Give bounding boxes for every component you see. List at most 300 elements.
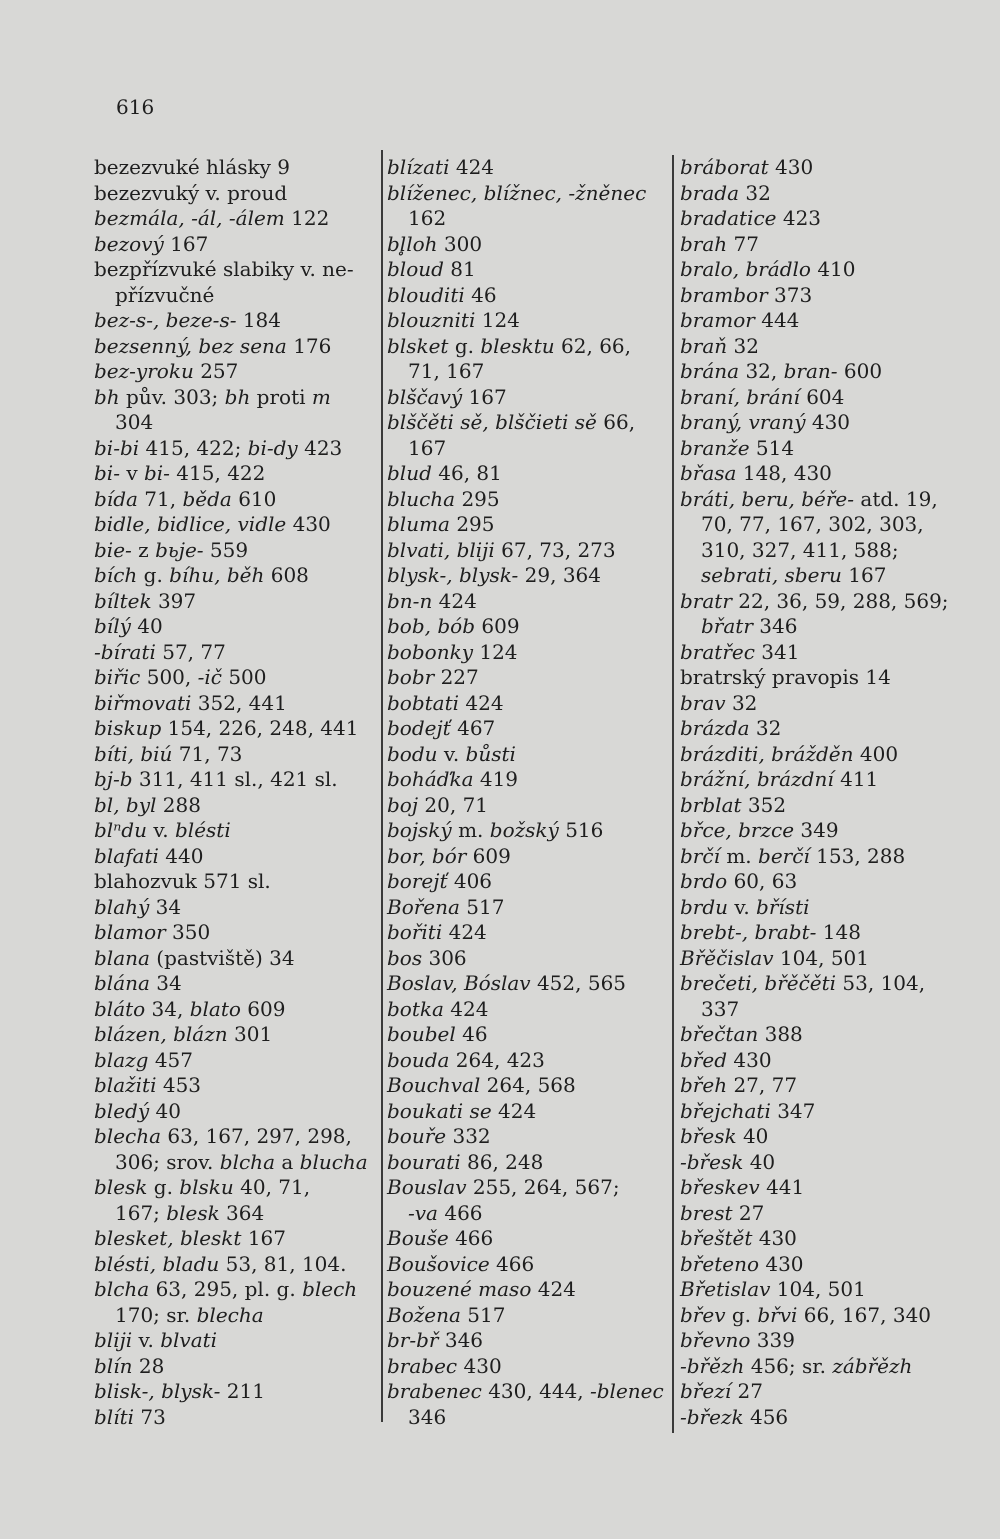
index-entry	[387, 1328, 669, 1354]
entry-text: 167	[408, 435, 447, 460]
entry-text: 516	[558, 818, 604, 842]
index-entry-line	[680, 716, 992, 742]
entry-text: 71, 73	[172, 741, 243, 766]
index-entry	[680, 487, 992, 589]
headword: božský	[489, 818, 559, 842]
index-entry	[387, 614, 669, 640]
index-entry	[387, 589, 669, 615]
index-entry-line	[680, 308, 992, 334]
headword: bi-bi	[94, 435, 140, 460]
entry-text: 430	[759, 1251, 804, 1276]
entry-text: 77	[727, 231, 759, 256]
index-entry-line	[94, 971, 379, 997]
headword: bran-	[783, 359, 838, 383]
page-number: 616	[116, 95, 155, 119]
headword: branže	[680, 435, 750, 460]
index-entry-line	[387, 1277, 669, 1303]
entry-text: 346	[408, 1404, 447, 1429]
index-entry-line	[94, 920, 379, 946]
index-entry	[94, 767, 379, 793]
headword: Boslav, Bóslav	[387, 971, 531, 995]
headword: bi-dy	[247, 435, 298, 460]
index-entry	[680, 895, 992, 921]
index-entry-line	[94, 691, 379, 717]
index-entry	[387, 1354, 669, 1380]
index-entry-line	[387, 716, 669, 742]
index-entry-line	[387, 257, 669, 283]
index-entry	[680, 640, 992, 666]
index-entry-line	[387, 767, 669, 793]
index-entry	[94, 1175, 379, 1226]
headword: Bouchval	[387, 1073, 481, 1097]
headword: blouzniti	[387, 308, 476, 332]
index-entry	[387, 665, 669, 691]
headword: bráti, beru, béře-	[680, 486, 855, 511]
headword: bez-yroku	[94, 359, 194, 383]
entry-text: 411	[833, 767, 879, 791]
headword: bíhu, běh	[169, 563, 265, 587]
headword: br-bř	[387, 1328, 439, 1352]
index-column-3	[680, 155, 992, 1430]
index-entry	[387, 997, 669, 1023]
index-entry	[680, 181, 992, 207]
index-entry-line	[680, 232, 992, 258]
index-entry	[680, 1252, 992, 1278]
headword: blána	[94, 971, 150, 995]
headword: bojský	[387, 818, 452, 842]
entry-text: 424	[491, 1098, 537, 1123]
entry-text: 456	[743, 1404, 789, 1429]
index-entry-continuation	[94, 1303, 379, 1329]
entry-text: 255, 264, 567;	[466, 1175, 620, 1199]
index-entry-line	[94, 895, 379, 921]
entry-text: 40	[743, 1149, 776, 1174]
entry-text: 184	[236, 308, 281, 332]
index-entry-line	[387, 895, 669, 921]
headword: bralo, brádlo	[680, 257, 811, 281]
headword: bl̥loh	[387, 231, 438, 256]
entry-text: 20, 71	[418, 792, 489, 817]
index-entry-line	[680, 665, 992, 691]
index-entry-line	[387, 1175, 669, 1201]
entry-text: 32	[725, 690, 758, 715]
entry-text: 457	[148, 1047, 193, 1072]
entry-text: 63, 167, 297, 298,	[161, 1124, 352, 1148]
index-entry-line	[680, 1022, 992, 1048]
headword: brázditi, brážděn	[680, 741, 854, 766]
index-entry-line	[387, 1099, 669, 1125]
entry-text: 346	[438, 1328, 484, 1352]
index-entry-line	[680, 155, 992, 181]
headword: bouda	[387, 1047, 450, 1072]
entry-text: 610	[231, 486, 277, 511]
entry-text: 337	[701, 996, 740, 1021]
entry-text: atd. 19,	[854, 486, 938, 511]
headword: Božena	[387, 1302, 461, 1327]
entry-text: 28	[132, 1353, 165, 1378]
index-entry	[387, 1124, 669, 1150]
index-entry	[94, 1073, 379, 1099]
headword: -břězh	[680, 1353, 745, 1378]
index-entry-line	[387, 1048, 669, 1074]
index-entry	[387, 461, 669, 487]
entry-text: 176	[286, 333, 332, 358]
index-entry-line	[680, 1328, 992, 1354]
index-entry-line	[680, 1099, 992, 1125]
headword: braný, vraný	[680, 410, 806, 434]
index-entry-line	[387, 308, 669, 334]
index-entry-line	[387, 334, 669, 360]
index-entry-line	[680, 1201, 992, 1227]
index-entry	[94, 614, 379, 640]
headword: -březk	[680, 1404, 744, 1429]
index-entry	[94, 1405, 379, 1431]
index-entry	[387, 742, 669, 768]
entry-text: 500,	[140, 665, 198, 689]
headword: blesk	[94, 1175, 148, 1199]
entry-text: v.	[147, 818, 175, 842]
index-entry-line	[387, 614, 669, 640]
index-entry	[94, 563, 379, 589]
headword: sebrati, sberu	[701, 563, 842, 587]
headword: boubel	[387, 1022, 456, 1046]
index-entry	[680, 1379, 992, 1405]
entry-text: 424	[442, 920, 487, 944]
entry-text: 34	[149, 894, 182, 919]
entry-text: 40	[130, 614, 163, 638]
index-entry	[94, 1328, 379, 1354]
index-entry	[94, 1099, 379, 1125]
index-entry	[680, 844, 992, 870]
index-entry-line	[387, 1124, 669, 1150]
entry-text: 46	[464, 282, 497, 307]
index-entry	[387, 818, 669, 844]
entry-text: 500	[221, 665, 267, 689]
index-entry-line	[94, 818, 379, 844]
index-entry-line	[680, 359, 992, 385]
entry-text: 60, 63	[727, 869, 798, 893]
entry-text: 466	[489, 1251, 535, 1276]
entry-text: 440	[158, 843, 204, 868]
index-entry	[387, 1099, 669, 1125]
headword: blucha	[299, 1149, 368, 1174]
entry-text: 608	[264, 563, 309, 587]
headword: bích	[94, 563, 138, 587]
column-rule	[672, 155, 674, 1433]
index-entry	[94, 640, 379, 666]
headword: biřic	[94, 665, 141, 689]
headword: -bírati	[94, 639, 156, 664]
index-entry-line	[387, 1073, 669, 1099]
index-entry-line	[680, 589, 992, 615]
index-entry-line	[387, 1354, 669, 1380]
entry-text: 104, 501	[770, 1277, 866, 1301]
headword: břesk	[680, 1124, 737, 1148]
entry-text: blahozvuk 571 sl.	[94, 869, 271, 893]
entry-text: 295	[449, 512, 495, 536]
entry-text: 86, 248	[460, 1149, 544, 1174]
entry-text: 40	[149, 1098, 181, 1123]
headword: blázen, blázn	[94, 1022, 228, 1046]
index-entry-line	[94, 767, 379, 793]
entry-text: 514	[749, 435, 795, 460]
entry-text: přízvučné	[115, 282, 215, 307]
headword: blisk-, blysk-	[94, 1379, 221, 1403]
entry-text: m.	[451, 818, 490, 842]
index-entry	[387, 1226, 669, 1252]
entry-text: 32,	[739, 359, 784, 383]
entry-text: 40	[736, 1124, 769, 1148]
entry-text: 167	[462, 384, 507, 409]
entry-text: 124	[473, 639, 518, 664]
headword: bláto	[94, 996, 146, 1021]
entry-text: 466	[448, 1226, 494, 1250]
index-entry-line	[94, 1277, 379, 1303]
index-entry	[94, 206, 379, 232]
entry-text: 27	[732, 1200, 765, 1225]
entry-text: 29, 364	[518, 563, 601, 587]
entry-text: 341	[754, 639, 800, 664]
index-entry-line	[387, 385, 669, 411]
index-entry	[387, 512, 669, 538]
headword: břeštět	[680, 1226, 753, 1250]
headword: boháďka	[387, 767, 474, 791]
headword: bliji	[94, 1328, 133, 1352]
headword: břed	[680, 1047, 728, 1072]
index-entry	[94, 742, 379, 768]
index-entry-line	[94, 1328, 379, 1354]
index-entry-line	[94, 793, 379, 819]
headword: blíti	[94, 1404, 135, 1429]
entry-text: a	[275, 1149, 300, 1174]
index-entry	[680, 1150, 992, 1176]
entry-text: 300	[437, 231, 483, 256]
index-entry	[680, 1073, 992, 1099]
entry-text: 27	[731, 1379, 763, 1403]
headword: bobtati	[387, 690, 460, 715]
index-entry	[680, 589, 992, 640]
entry-text: 609	[466, 843, 511, 868]
index-entry	[387, 716, 669, 742]
headword: břeskev	[680, 1175, 760, 1199]
headword: Břěčislav	[680, 945, 774, 970]
index-entry-line	[94, 997, 379, 1023]
index-entry-continuation	[387, 206, 669, 232]
index-entry-line	[94, 385, 379, 411]
headword: bor, bór	[387, 843, 467, 868]
index-entry	[680, 334, 992, 360]
index-entry-line	[94, 1022, 379, 1048]
entry-text: 517	[460, 1302, 506, 1327]
index-entry	[387, 1277, 669, 1303]
entry-text: 604	[799, 384, 845, 409]
index-entry	[387, 1252, 669, 1278]
entry-text: 430	[286, 512, 331, 536]
headword: brabenec	[387, 1379, 482, 1403]
entry-text: 167	[241, 1226, 286, 1250]
headword: bloud	[387, 257, 444, 281]
index-entry-line	[387, 1252, 669, 1278]
headword: botka	[387, 996, 444, 1021]
headword: boj	[387, 792, 419, 817]
headword: blvati, bliji	[387, 537, 495, 562]
headword: břísti	[756, 894, 810, 919]
index-entry-line	[680, 946, 992, 972]
index-entry	[94, 1379, 379, 1405]
entry-text: 62, 66,	[554, 333, 632, 358]
entry-text: 423	[297, 435, 343, 460]
index-column-2	[387, 155, 669, 1430]
index-entry-continuation	[387, 436, 669, 462]
headword: břce, brzce	[680, 818, 795, 842]
index-entry	[387, 793, 669, 819]
index-entry-line	[94, 1073, 379, 1099]
entry-text: 73	[134, 1404, 166, 1429]
index-entry-line	[387, 640, 669, 666]
index-entry-line	[387, 1150, 669, 1176]
index-entry-line	[387, 920, 669, 946]
entry-text: 310, 327, 411, 588;	[701, 537, 899, 562]
entry-text: 430	[752, 1226, 797, 1250]
entry-text: 70, 77, 167, 302, 303,	[701, 512, 924, 536]
index-entry	[387, 563, 669, 589]
index-entry	[94, 308, 379, 334]
headword: blcha	[219, 1149, 275, 1174]
index-entry	[94, 538, 379, 564]
headword: brečeti, břěčěti	[680, 971, 837, 995]
index-entry-line	[387, 997, 669, 1023]
headword: břasa	[680, 461, 737, 485]
index-entry-line	[387, 818, 669, 844]
entry-text: 423	[776, 206, 822, 230]
entry-text: 424	[449, 155, 495, 179]
headword: bořiti	[387, 920, 443, 944]
headword: bledý	[94, 1098, 150, 1123]
entry-text: 517	[459, 894, 505, 919]
entry-text: v.	[728, 894, 757, 919]
headword: břatr	[701, 614, 753, 638]
index-entry-line	[680, 283, 992, 309]
entry-text: 170; sr.	[115, 1302, 197, 1327]
headword: boukati se	[387, 1098, 492, 1123]
index-entry	[94, 971, 379, 997]
index-entry	[387, 410, 669, 461]
headword: bj-b	[94, 767, 133, 791]
index-entry	[94, 487, 379, 513]
index-entry-line	[680, 742, 992, 768]
entry-text: 227	[434, 665, 479, 689]
index-entry-line	[94, 716, 379, 742]
index-entry-line	[680, 818, 992, 844]
index-entry-line	[94, 1226, 379, 1252]
entry-text: 339	[750, 1328, 795, 1352]
headword: blud	[387, 461, 432, 485]
index-entry	[387, 283, 669, 309]
index-entry-line	[94, 257, 379, 283]
entry-text: 46, 81	[431, 461, 502, 485]
index-entry	[94, 1048, 379, 1074]
index-entry	[94, 844, 379, 870]
entry-text: v	[119, 461, 144, 485]
index-entry	[94, 1277, 379, 1328]
index-entry	[387, 691, 669, 717]
headword: bourati	[387, 1149, 461, 1174]
index-entry	[680, 1226, 992, 1252]
index-entry	[680, 665, 992, 691]
index-entry	[387, 257, 669, 283]
index-entry-line	[387, 410, 669, 436]
entry-text: g.	[448, 333, 481, 358]
index-entry	[680, 1405, 992, 1431]
entry-text: 304	[115, 410, 154, 434]
headword: blízati	[387, 155, 450, 179]
entry-text: 32	[727, 333, 759, 358]
index-entry-line	[387, 946, 669, 972]
entry-text: 22, 36, 59, 288, 569;	[731, 588, 949, 613]
index-entry	[387, 1150, 669, 1176]
index-entry	[94, 334, 379, 360]
index-entry	[680, 793, 992, 819]
index-entry-line	[94, 334, 379, 360]
index-entry	[387, 946, 669, 972]
headword: Bouslav	[387, 1175, 467, 1199]
headword: brblat	[680, 792, 742, 817]
index-entry-line	[94, 640, 379, 666]
index-entry	[94, 1354, 379, 1380]
headword: bos	[387, 945, 423, 970]
entry-text: 306	[422, 945, 467, 970]
headword: bodu	[387, 741, 438, 766]
headword: blahý	[94, 894, 150, 919]
index-entry	[680, 920, 992, 946]
index-entry-line	[94, 1405, 379, 1431]
entry-text: proti	[250, 384, 312, 409]
entry-text: 441	[759, 1175, 805, 1199]
entry-text: m.	[719, 843, 759, 868]
headword: brážní, brázdní	[680, 767, 834, 791]
entry-text: 415, 422	[169, 461, 266, 485]
index-entry-continuation	[680, 997, 992, 1023]
headword: biskup	[94, 716, 162, 740]
headword: blščavý	[387, 384, 463, 409]
entry-text: 415, 422;	[139, 435, 248, 460]
index-entry-line	[387, 971, 669, 997]
index-entry	[680, 410, 992, 436]
entry-text: 600	[837, 359, 883, 383]
index-entry-line	[94, 538, 379, 564]
index-entry-line	[680, 1277, 992, 1303]
index-entry-line	[94, 1124, 379, 1150]
index-entry-line	[387, 793, 669, 819]
index-entry-continuation	[680, 538, 992, 564]
index-entry-line	[680, 1405, 992, 1431]
headword: bьje-	[155, 537, 204, 562]
headword: blazg	[94, 1047, 149, 1072]
headword: blysk-, blysk-	[387, 563, 519, 587]
index-entry-line	[680, 385, 992, 411]
index-entry-line	[387, 155, 669, 181]
entry-text: 406	[447, 869, 493, 893]
entry-text: 288	[156, 792, 201, 817]
headword: brdo	[680, 869, 728, 893]
index-entry	[94, 1124, 379, 1175]
index-entry-line	[387, 283, 669, 309]
index-entry-line	[680, 1048, 992, 1074]
headword: m	[311, 384, 331, 409]
headword: brest	[680, 1200, 733, 1225]
entry-text: 153, 288	[809, 843, 906, 868]
headword: blésti, bladu	[94, 1251, 220, 1276]
